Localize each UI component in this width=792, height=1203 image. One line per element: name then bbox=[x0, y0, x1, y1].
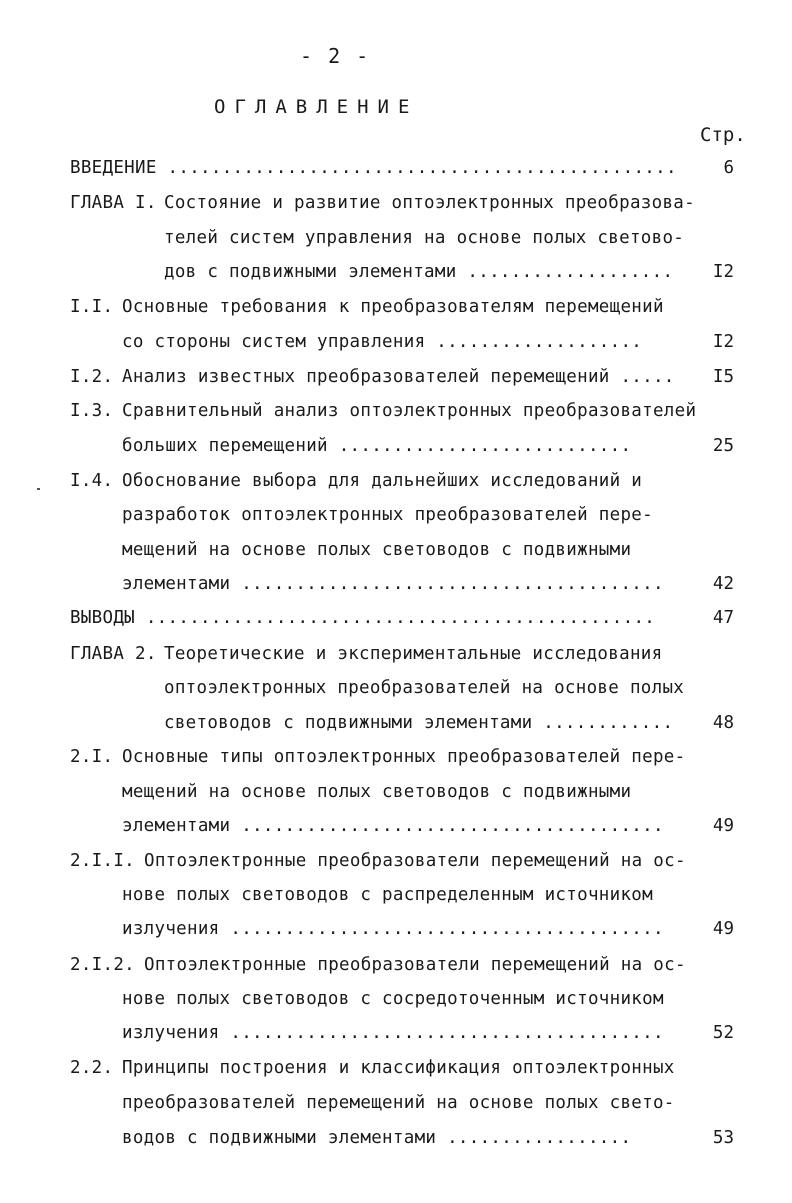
toc-entry-text: Теоретические и экспериментальные исследования bbox=[164, 644, 663, 664]
toc-entry-text: ВЫВОДЫ ............................................... bbox=[70, 608, 656, 628]
toc-entry-text: водов с подвижными элементами ................. bbox=[122, 1128, 632, 1148]
toc-entry-text: Оптоэлектронные преобразователи перемещений на ос- bbox=[144, 851, 686, 871]
toc-entry-text: элементами ....................................... bbox=[122, 816, 664, 836]
toc-entry-text: излучения ........................................ bbox=[122, 919, 664, 939]
toc-entry-page: 49 bbox=[712, 919, 734, 939]
toc-entry-intro bbox=[70, 158, 677, 178]
toc-entry-text: Основные типы оптоэлектронных преобразователей пере- bbox=[122, 747, 686, 767]
toc-entry-text: преобразователей перемещений на основе полых свето- bbox=[122, 1093, 675, 1113]
toc-entry-page: 53 bbox=[712, 1128, 734, 1148]
toc-entry-num: 2.I.2. bbox=[70, 955, 136, 975]
toc-entry-page: 52 bbox=[712, 1023, 734, 1043]
toc-entry-text: нове полых световодов с распределенным источником bbox=[122, 885, 653, 905]
toc-entry-num: I.4. bbox=[70, 471, 114, 491]
toc-entry-text: Оптоэлектронные преобразователи перемещений на ос- bbox=[144, 955, 686, 975]
toc-entry-text: нове полых световодов с сосредоточенным источником bbox=[122, 989, 664, 1009]
toc-entry-num: 2.I. bbox=[70, 747, 114, 767]
page-column-label: Стр. bbox=[700, 124, 746, 146]
toc-entry-text: излучения ........................................ bbox=[122, 1023, 664, 1043]
toc-entry-text: дов с подвижными элементами ................... bbox=[164, 262, 674, 282]
toc-entry-page: 6 bbox=[723, 158, 734, 178]
toc-entry-text: Принципы построения и классификация оптоэлектронных bbox=[122, 1058, 675, 1078]
toc-entry-text: элементами ....................................... bbox=[122, 574, 664, 594]
toc-entry-page: 25 bbox=[712, 436, 734, 456]
toc-entry-page: 42 bbox=[712, 574, 734, 594]
toc-entry-text: мещений на основе полых световодов с подвижными bbox=[122, 782, 632, 802]
toc-entry-page: I2 bbox=[712, 332, 734, 352]
toc-entry-text: ВВЕДЕНИЕ ............................................... bbox=[70, 158, 677, 178]
toc-entry-text: мещений на основе полых световодов с подвижными bbox=[122, 540, 632, 560]
toc-entry-page: 47 bbox=[712, 608, 734, 628]
toc-entry-num: I.I. bbox=[70, 297, 114, 317]
toc-entry-text: Анализ известных преобразователей перемещений ..... bbox=[122, 367, 675, 387]
page-title: ОГЛАВЛЕНИЕ bbox=[214, 96, 419, 118]
toc-entry-text: световодов с подвижными элементами ............ bbox=[164, 713, 674, 733]
toc-entry-text: Сравнительный анализ оптоэлектронных преобразователей bbox=[122, 401, 697, 421]
toc-entry-chapter-2-num: ГЛАВА 2. bbox=[70, 644, 157, 664]
toc-entry-num: I.2. bbox=[70, 367, 114, 387]
toc-entry-page: 49 bbox=[712, 816, 734, 836]
toc-entry-page: 48 bbox=[712, 713, 734, 733]
toc-entry-text: оптоэлектронных преобразователей на основе полых bbox=[164, 678, 685, 698]
toc-entry-num: 2.I.I. bbox=[70, 851, 136, 871]
toc-entry-num: 2.2. bbox=[70, 1058, 114, 1078]
toc-entry-num: I.3. bbox=[70, 401, 114, 421]
toc-entry-page: I5 bbox=[712, 367, 734, 387]
stray-mark bbox=[37, 488, 40, 490]
toc-entry-text: со стороны систем управления ................... bbox=[122, 332, 643, 352]
toc-entry-chapter-1-num: ГЛАВА I. bbox=[70, 193, 157, 213]
toc-entry-text: Основные требования к преобразователям перемещений bbox=[122, 297, 664, 317]
page-number: - 2 - bbox=[300, 44, 371, 68]
toc-entry-text: телей систем управления на основе полых светово- bbox=[164, 228, 685, 248]
toc-entry-text: больших перемещений ........................... bbox=[122, 436, 632, 456]
toc-entry-text: Состояние и развитие оптоэлектронных преобразова- bbox=[164, 193, 695, 213]
toc-entry-text: Обоснование выбора для дальнейших исследований и bbox=[122, 471, 643, 491]
toc-entry-page: I2 bbox=[712, 262, 734, 282]
toc-entry-text: разработок оптоэлектронных преобразователей пере- bbox=[122, 505, 653, 525]
